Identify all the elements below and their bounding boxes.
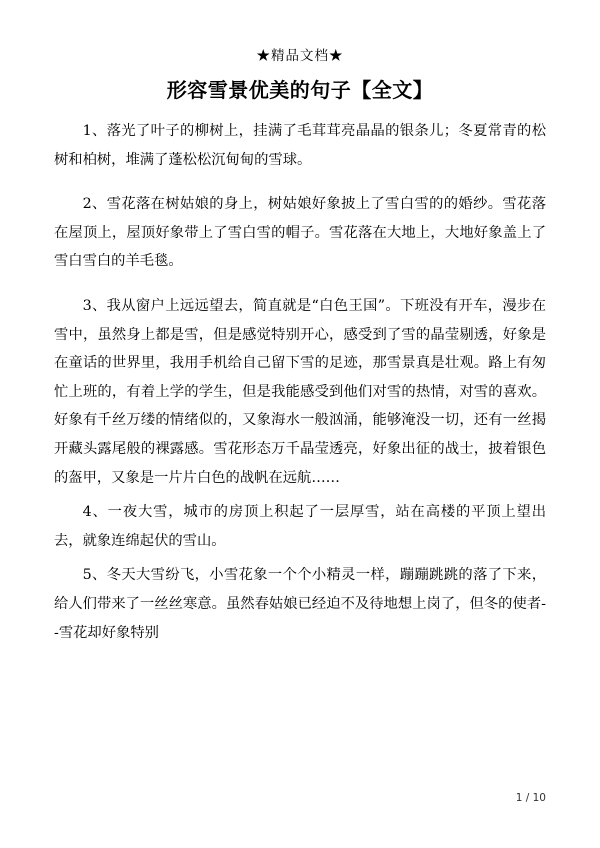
paragraph-2: 2、雪花落在树姑娘的身上，树姑娘好象披上了雪白雪的的婚纱。雪花落在屋顶上，屋顶好象带上了雪白雪的帽子。雪花落在大地上，大地好象盖上了雪白雪白的羊毛毯。	[54, 196, 546, 270]
page-number: 1 / 10	[515, 792, 546, 804]
paragraph-1: 1、落光了叶子的柳树上，挂满了毛茸茸亮晶晶的银条儿；冬夏常青的松树和柏树，堆满了蓬松松沉甸甸的雪球。	[54, 123, 546, 168]
page-title: 形容雪景优美的句子【全文】	[166, 78, 434, 102]
paragraph-3: 3、我从窗户上远远望去，简直就是“白色王国”。下班没有开车，漫步在雪中，虽然身上都是雪，但是感觉特别开心，感受到了雪的晶莹剔透，好象是在童话的世界里，我用手机给自己留下雪的足迹，那雪景真是壮观。路上有匆忙上班的，有着上学的学生，但是我能感受到他们对雪的热情，对雪的喜欢。好象有千丝万缕的情绪似的，又象海水一般汹涌，能够淹没一切，还有一丝揭开藏头露尾般的裸露感。雪花形态万千晶莹透亮，好象出征的战士，披着银色的盔甲，又象是一片片白色的战帆在远航……	[54, 297, 546, 486]
paragraph-4: 4、一夜大雪，城市的房顶上积起了一层厚雪，站在高楼的平顶上望出去，就象连绵起伏的雪山。	[54, 504, 546, 549]
document-banner: ★精品文档★	[256, 48, 344, 64]
paragraph-5: 5、冬天大雪纷飞，小雪花象一个个小精灵一样，蹦蹦跳跳的落了下来，给人们带来了一丝丝寒意。虽然春姑娘已经迫不及待地想上岗了，但冬的使者--雪花却好象特别	[54, 567, 546, 641]
